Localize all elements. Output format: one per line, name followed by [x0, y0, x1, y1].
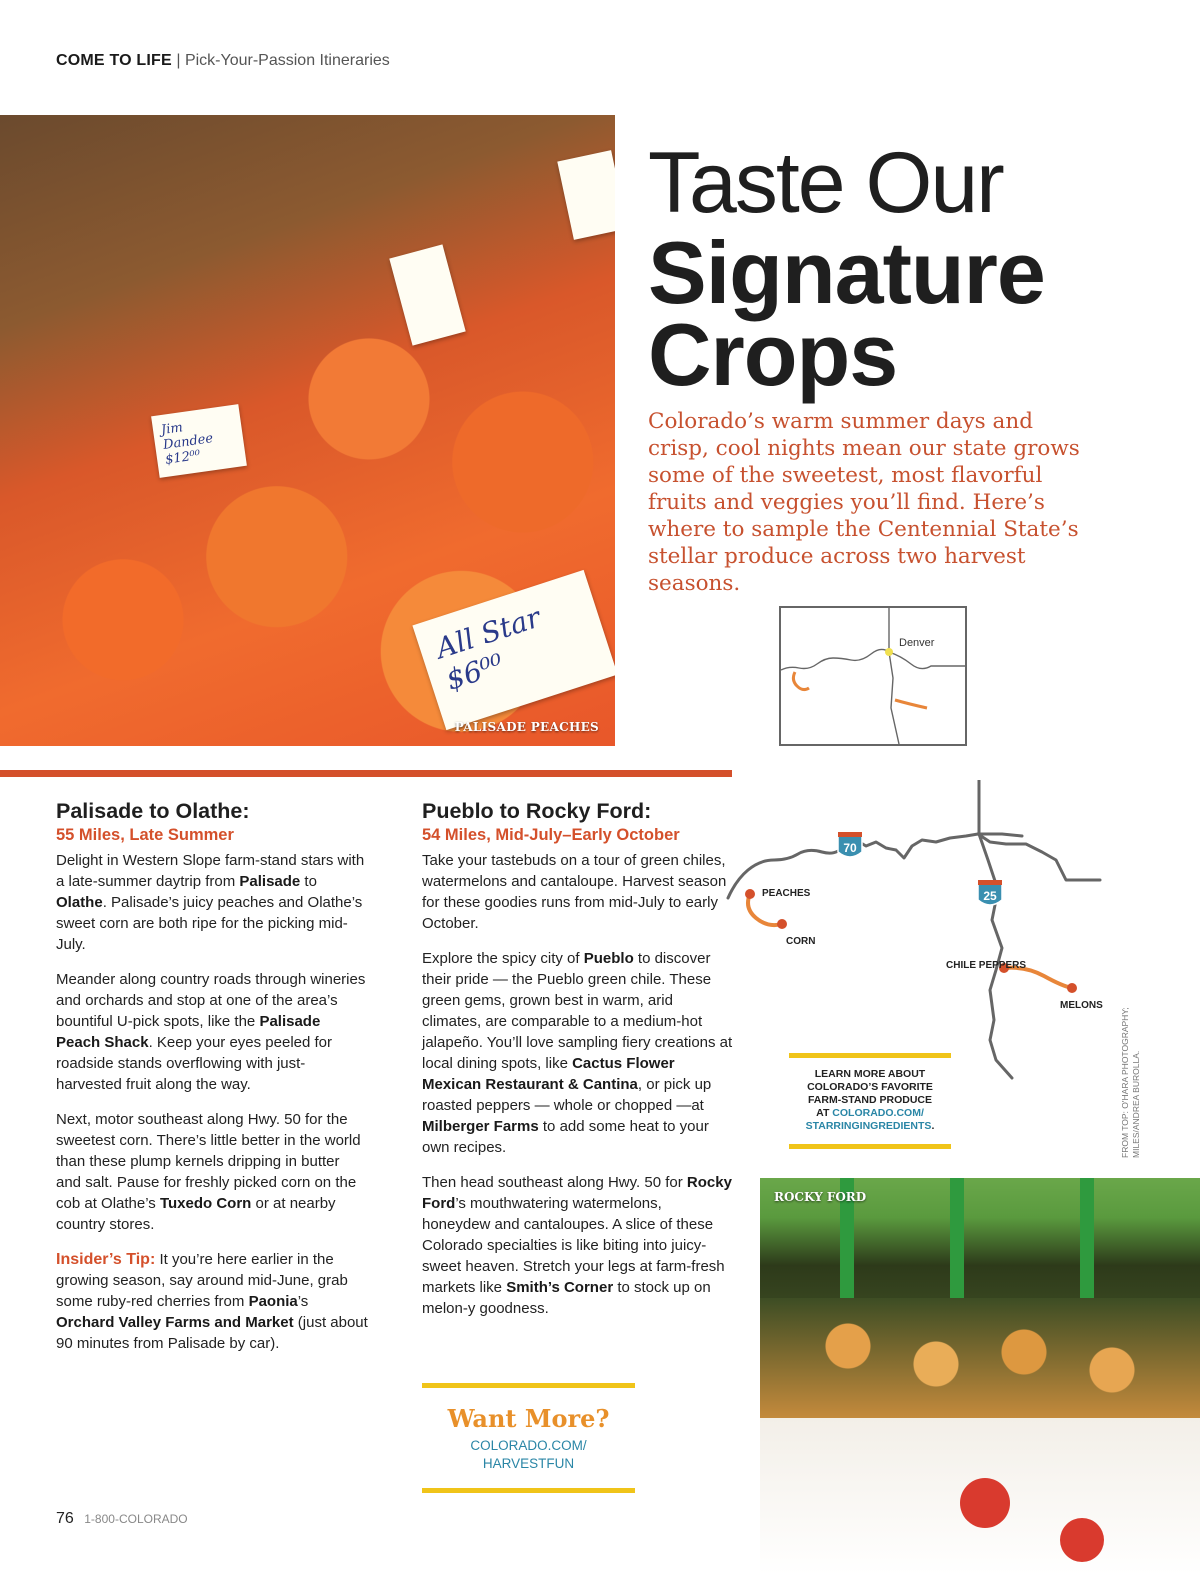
title-line-2: Signature	[648, 223, 1045, 322]
pueblo-rocky-ford-column	[422, 798, 734, 1333]
route-map-svg	[726, 780, 1106, 1080]
svg-text:25: 25	[983, 889, 997, 903]
apple-print	[960, 1478, 1010, 1528]
photo-caption: PALISADE PEACHES	[454, 720, 599, 734]
paragraph: Take your tastebuds on a tour of green chiles, watermelons and cantaloupe. Harvest season for these goodies runs from mid-July to early October.	[422, 852, 727, 932]
learn-more-link-line-2: STARRINGINGREDIENTS.	[805, 1120, 935, 1132]
palisade-peaches-photo	[0, 115, 615, 746]
denver-label: Denver	[899, 637, 935, 649]
page-number: 76	[56, 1510, 74, 1527]
route-subheading: 54 Miles, Mid-July–Early October	[422, 826, 680, 844]
palisade-olathe-column	[56, 798, 368, 1368]
route-map	[726, 780, 1106, 1080]
interstate-70-shield	[838, 832, 862, 857]
peaches-label: PEACHES	[762, 888, 811, 899]
corn-marker	[777, 919, 787, 929]
paragraph: Meander along country roads through wineries and orchards and stop at one of the area’s bountiful U-pick spots, like the Palisade Peach Shack. Keep your eyes peeled for roadside stands overflowing with just-harvested fruit along the way.	[56, 971, 366, 1093]
svg-text:70: 70	[843, 841, 857, 855]
want-more-box	[422, 1383, 635, 1493]
starring-ingredients-link-2[interactable]: STARRINGINGREDIENTS	[805, 1120, 932, 1132]
paragraph: Next, motor southeast along Hwy. 50 for the sweetest corn. There’s little better in the world than these plump kernels dripping in butter and salt. Pause for freshly picked corn on the cob at Olathe’s Tuxedo Corn or at nearby country stores.	[56, 1111, 361, 1233]
photo-caption: ROCKY FORD	[774, 1190, 867, 1204]
apple-print	[1060, 1518, 1104, 1562]
route-subheading: 55 Miles, Late Summer	[56, 826, 234, 844]
corn-label: CORN	[786, 936, 816, 947]
learn-more-link-line: AT COLORADO.COM/	[816, 1107, 924, 1119]
price-sign-small	[389, 244, 465, 345]
photo-credits: FROM TOP: O'HARA PHOTOGRAPHY; MILES/ANDREA BUROLLA.	[1120, 1007, 1141, 1158]
section-divider	[0, 770, 732, 777]
page-footer	[56, 1510, 188, 1528]
section-header	[56, 52, 390, 70]
inset-map	[779, 606, 967, 746]
denver-marker	[885, 648, 893, 656]
header-separator: |	[176, 52, 181, 69]
starring-ingredients-link[interactable]: COLORADO.COM/	[832, 1107, 924, 1119]
title-bold	[648, 223, 1045, 404]
rocky-ford-photo	[760, 1178, 1200, 1575]
paragraph: Explore the spicy city of Pueblo to discover their pride — the Pueblo green chile. These green gems, grown best in warm, arid climates, are comparable to a medium-hot jalapeño. You’ll love sampling fiery creations at local dining spots, like Cactus Flower Mexican Restaurant & Cantina, or pick up roasted peppers — whole or chopped —at Milberger Farms to add some heat to your own recipes.	[422, 950, 733, 1156]
price-sign-all-star: All Star $6⁰⁰	[412, 570, 615, 730]
melons-label: MELONS	[1060, 1000, 1103, 1011]
interstate-25-shield	[978, 880, 1002, 905]
phone-number: 1-800-COLORADO	[84, 1512, 188, 1526]
peaches-marker	[745, 889, 755, 899]
title-line-1: Taste Our	[648, 135, 1003, 231]
route-heading: Palisade to Olathe:	[56, 799, 250, 823]
title-line-3: Crops	[648, 305, 898, 404]
melons-marker	[1067, 983, 1077, 993]
inset-map-svg	[781, 608, 965, 744]
want-more-link[interactable]: COLORADO.COM/ HARVESTFUN	[470, 1438, 587, 1471]
section-subtitle: Pick-Your-Passion Itineraries	[184, 52, 390, 69]
melon-pile	[760, 1298, 1200, 1418]
learn-more-box	[789, 1053, 951, 1149]
paragraph: Delight in Western Slope farm-stand stars with a late-summer daytrip from Palisade to Olathe. Palisade’s juicy peaches and Olathe’s sweet corn are both ripe for the picking mid-July.	[56, 852, 365, 953]
intro-paragraph: Colorado’s warm summer days and crisp, cool nights mean our state grows some of the sweetest, most flavorful fruits and veggies you’ll find. Here’s where to sample the Centennial State’s stellar produce across two harvest seasons.	[648, 409, 1080, 596]
price-sign-small-2	[557, 150, 615, 240]
route-heading: Pueblo to Rocky Ford:	[422, 799, 652, 823]
learn-more-line: FARM-STAND PRODUCE	[807, 1094, 933, 1106]
want-more-title: Want More?	[447, 1404, 610, 1433]
price-sign-jim-dandee: Jim Dandee $12⁰⁰	[151, 404, 247, 478]
learn-more-line: LEARN MORE ABOUT	[814, 1068, 926, 1080]
chile-label: CHILE PEPPERS	[946, 960, 1027, 971]
paragraph: Then head southeast along Hwy. 50 for Rocky Ford’s mouthwatering watermelons, honeydew and cantaloupes. A slice of these Colorado specialties is like biting into juicy-sweet heaven. Stretch your legs at farm-fresh markets like Smith’s Corner to stock up on melon-y goodness.	[422, 1174, 732, 1317]
learn-more-line: COLORADO’S FAVORITE	[807, 1081, 933, 1093]
insider-tip: Insider’s Tip: It you’re here earlier in the growing season, say around mid-June, grab some ruby-red cherries from Paonia’s Orchard Valley Farms and Market (just about 90 minutes from Palisade by car).	[56, 1251, 368, 1352]
section-label: COME TO LIFE	[56, 52, 172, 69]
